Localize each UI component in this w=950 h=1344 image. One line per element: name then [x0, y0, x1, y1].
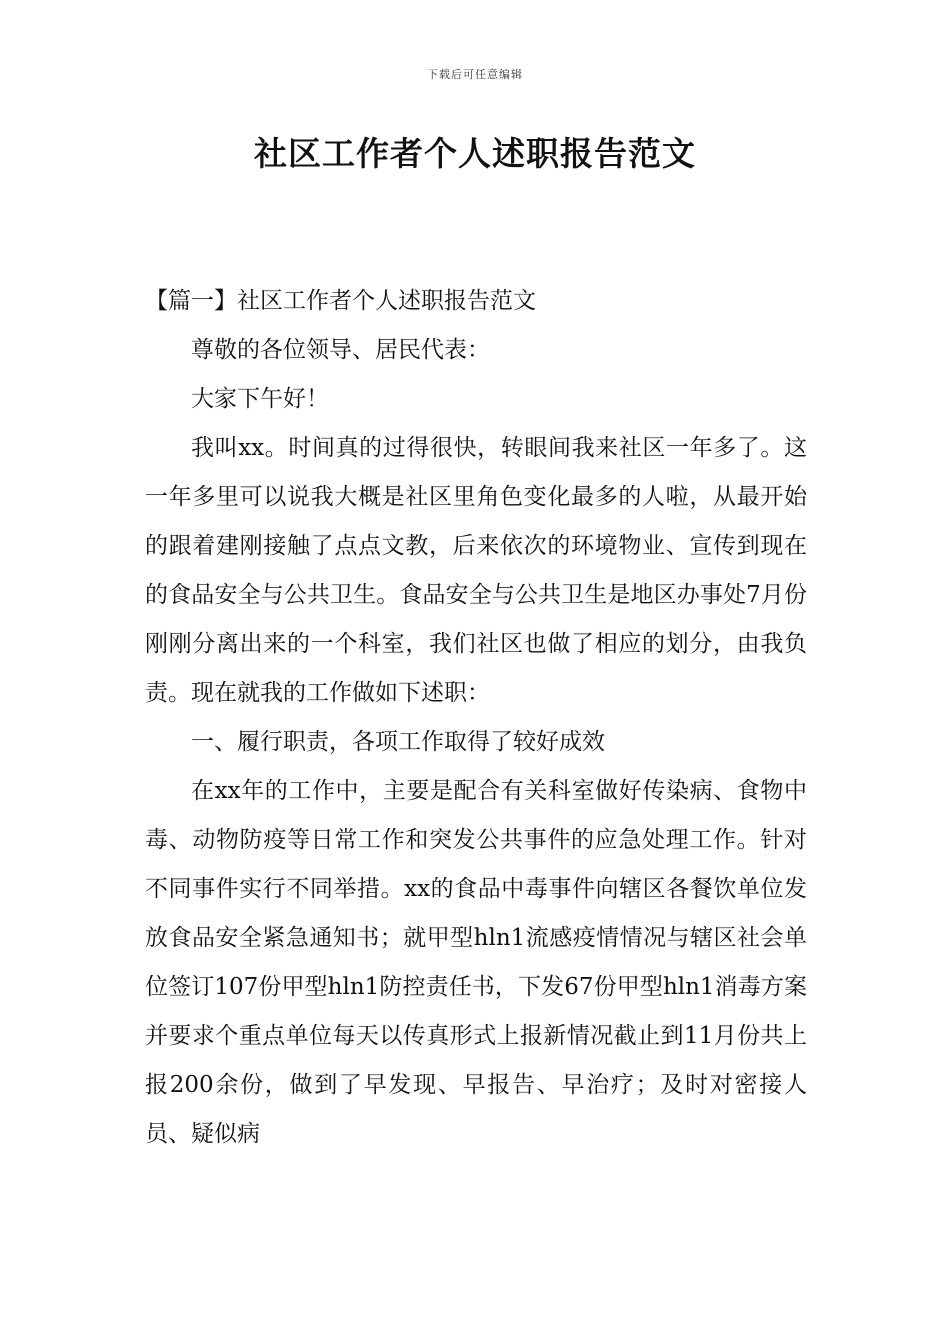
salutation: 尊敬的各位领导、居民代表：: [191, 337, 490, 363]
paragraph: 我叫xx。时间真的过得很快，转眼间我来社区一年多了。这一年多里可以说我大概是社区里角色变化最多的人啦，从最开始的跟着建刚接触了点点文教，后来依次的环境物业、宣传到现在的食品安全与公共卫生。食品安全与公共卫生是地区办事处7月份刚刚分离出来的一个科室，我们社区也做了相应的划分，由我负责。现在就我的工作做如下述职：: [145, 435, 807, 706]
paragraph: 在xx年的工作中，主要是配合有关科室做好传染病、食物中毒、动物防疫等日常工作和突发公共事件的应急处理工作。针对不同事件实行不同举措。xx的食品中毒事件向辖区各餐饮单位发放食品安全紧急通知书；就甲型hln1流感疫情情况与辖区社会单位签订107份甲型hln1防控责任书，下发67份甲型hln1消毒方案并要求个重点单位每天以传真形式上报新情况截止到11月份共上报200余份，做到了早发现、早报告、早治疗；及时对密接人员、疑似病: [145, 778, 807, 1147]
document-body: [145, 277, 807, 1159]
greeting: 大家下午好！: [191, 386, 329, 412]
subheading: 一、履行职责，各项工作取得了较好成效: [191, 729, 605, 755]
document-title: 社区工作者个人述职报告范文: [254, 134, 696, 173]
section-heading: 【篇一】社区工作者个人述职报告范文: [145, 288, 536, 314]
header-note: 下载后可任意编辑: [427, 68, 523, 81]
